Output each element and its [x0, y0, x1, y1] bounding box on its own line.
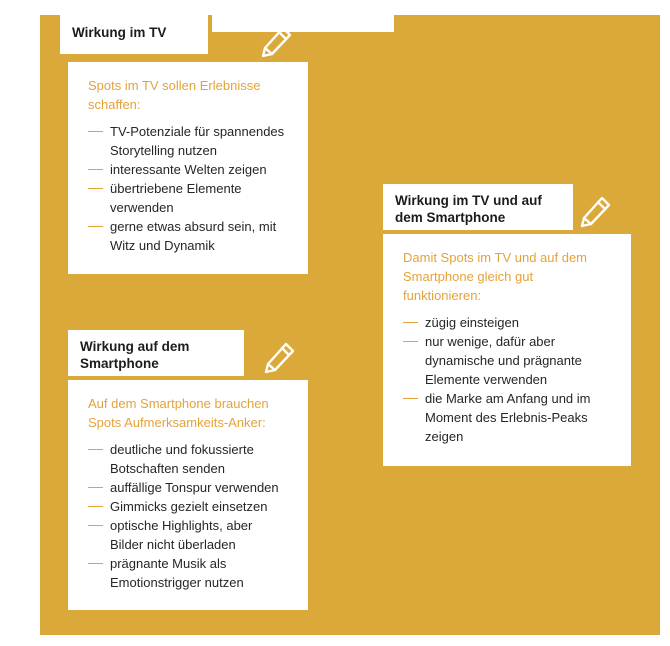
background-notch [212, 8, 394, 32]
list-item-text: nur wenige, dafür aber dynamische und prägnante Elemente verwenden [425, 334, 582, 387]
list-item [88, 516, 288, 554]
list-item [88, 179, 288, 217]
list-item-text: die Marke am Anfang und im Moment des Erlebnis-Peaks zeigen [425, 391, 591, 444]
list-item [403, 389, 611, 446]
box-both-title: Wirkung im TV und auf dem Smartphone [395, 193, 542, 225]
dash-marker [88, 449, 103, 450]
box-tv-card [68, 62, 308, 274]
list-item-text: deutliche und fokussierte Botschaften senden [110, 442, 254, 476]
list-item-text: Gimmicks gezielt einsetzen [110, 499, 268, 514]
dash-marker [88, 525, 103, 526]
dash-marker [88, 169, 103, 170]
box-tv-title: Wirkung im TV [72, 25, 167, 40]
box-both-title-tab [383, 184, 573, 230]
list-item [88, 122, 288, 160]
list-item [88, 497, 288, 516]
box-phone-title-tab [68, 330, 244, 376]
list-item [88, 217, 288, 255]
box-tv-intro: Spots im TV sollen Erlebnisse schaffen: [88, 78, 261, 112]
list-item [403, 313, 611, 332]
list-item-text: optische Highlights, aber Bilder nicht überladen [110, 518, 253, 552]
list-item-text: prägnante Musik als Emotionstrigger nutzen [110, 556, 244, 590]
pencil-icon [574, 190, 616, 237]
box-tv-title-tab [60, 14, 208, 54]
dash-marker [403, 341, 418, 342]
box-phone-intro: Auf dem Smartphone brauchen Spots Aufmerksamkeits-Anker: [88, 396, 269, 430]
dash-marker [88, 563, 103, 564]
box-phone-list [88, 440, 288, 592]
dash-marker [88, 506, 103, 507]
pencil-icon [258, 336, 300, 383]
dash-marker [88, 226, 103, 227]
box-phone-card [68, 380, 308, 610]
pencil-icon [255, 20, 297, 67]
dash-marker [88, 487, 103, 488]
list-item [88, 478, 288, 497]
list-item-text: interessante Welten zeigen [110, 162, 267, 177]
list-item-text: gerne etwas absurd sein, mit Witz und Dynamik [110, 219, 277, 253]
dash-marker [403, 398, 418, 399]
list-item-text: TV-Potenziale für spannendes Storytelling nutzen [110, 124, 285, 158]
list-item [88, 440, 288, 478]
dash-marker [403, 322, 418, 323]
list-item-text: auffällige Tonspur verwenden [110, 480, 279, 495]
box-both-card [383, 234, 631, 466]
box-both-intro: Damit Spots im TV und auf dem Smartphone gleich gut funktionieren: [403, 250, 588, 303]
box-tv-list [88, 122, 288, 255]
list-item [88, 554, 288, 592]
box-phone-title: Wirkung auf dem Smartphone [80, 339, 190, 371]
list-item-text: zügig einsteigen [425, 315, 519, 330]
list-item [88, 160, 288, 179]
list-item-text: übertriebene Elemente verwenden [110, 181, 242, 215]
box-both-list [403, 313, 611, 446]
dash-marker [88, 131, 103, 132]
dash-marker [88, 188, 103, 189]
list-item [403, 332, 611, 389]
